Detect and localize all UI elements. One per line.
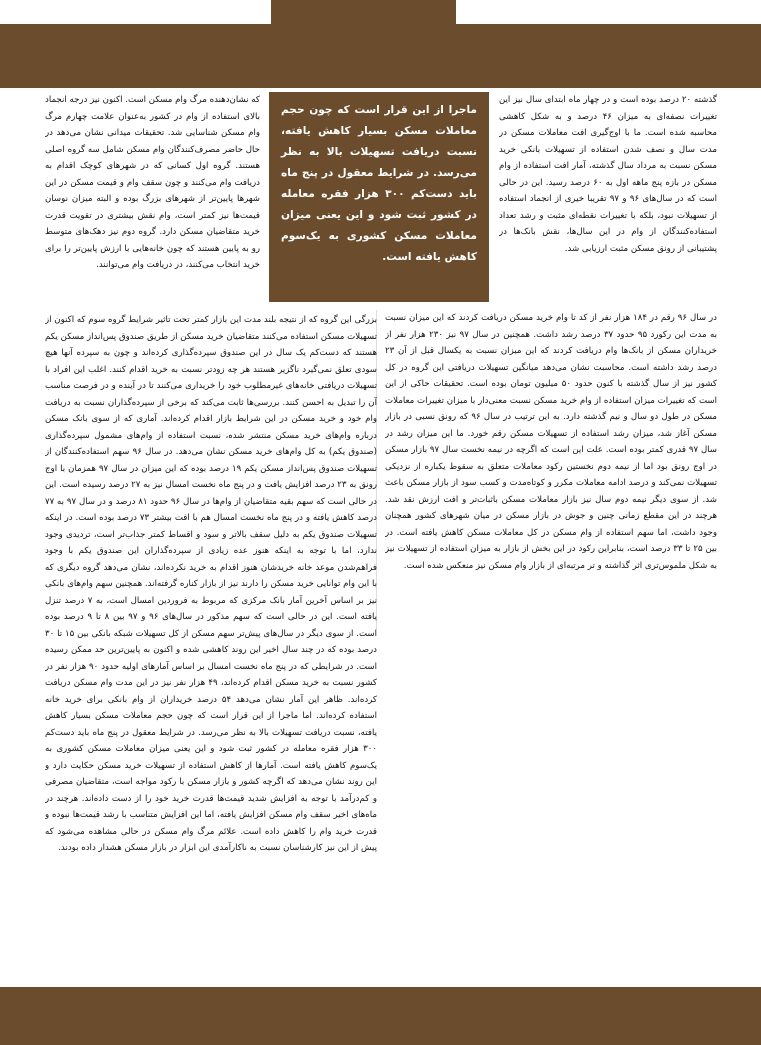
paragraph: گذشته ۲۰ درصد بوده است و در چهار ماه ابتدای سال نیز این تغییرات نصفه‌ای به میزان ۴۶ درصد و به شکل کاهشی محاسبه شده است. ما با اوج‌گیری افت معاملات مسکن در مدت سال و نصف شدن استفاده از تسهیلات بانکی خرید مسکن نسبت به مرداد سال گذشته، آمار افت استفاده از وام مسکن در بازه پنج ماهه اول به ۶۰ درصد رسید. این در حالی است که در سال‌های ۹۶ و ۹۷ تقریبا خیری از انجماد استفاده از تسهیلات نبود، بلکه با تغییرات نقطه‌ای مثبت و رشد تعداد استفاده‌کنندگان از وام در این سال‌ها، نقش بانک‌ها در پشتیبانی از رونق مسکن مثبت ارزیابی شد.	[499, 95, 717, 254]
paragraph: بزرگی این گروه که از نتیجه بلند مدت این بازار کمتر تحت تاثیر شرایط گروه سوم که اکنون از تسهیلات مسکن استفاده می‌کنند متقاضیان خرید مسکن از طریق صندوق پس‌انداز مسکن یکم هستند که دست‌کم یک سال در این صندوق سپرده‌گذاری کرده‌اند و چون به سپرده آنها هیچ سودی تعلق نمی‌گیرد ناگزیر هستند هر چه زودتر نسبت به خرید اقدام کنند. اغلب این افراد با تسهیلات دریافتی خانه‌های غیرمطلوب خود را خریداری می‌کنند تا در آینده و در فرصت مناسب آن را تبدیل به احسن کنند. بررسی‌ها ثابت می‌کند که برخی از سپرده‌گذاران نسبت به دریافت وام خود و خرید مسکن در این شرایط بازار اقدام کرده‌اند. آماری که از سوی بانک مسکن درباره وام‌های خرید مسکن منتشر شده، نسبت استفاده از وام‌های مشمول سپرده‌گذاری (صندوق یکم) به کل وام‌های خرید مسکن نشان می‌دهد. در سال ۹۶ سهم استفاده‌کنندگان از تسهیلات صندوق پس‌انداز مسکن یکم ۱۹ درصد بوده که این میزان در سال ۹۷ همزمان با اوج رونق به ۲۳ درصد افزایش یافت و در پنج ماه نخست امسال نیز به ۲۷ درصد رسیده است. این در حالی است که سهم بقیه متقاضیان از وام‌ها در سال ۹۶ حدود ۸۱ درصد و در سال ۹۷ به ۷۷ درصد کاهش یافته و در پنج ماه نخست امسال هم با افت بیشتر ۷۳ درصد بوده است. در اینکه تسهیلات صندوق یکم به دلیل سقف بالاتر و سود و اقساط کمتر جذاب‌تر است، تردیدی وجود ندارد، اما با توجه به اینکه هنوز عده زیادی از سپرده‌گذاران این صندوق یکم با وجود فراهم‌شدن موعد خانه خریدشان هنوز اقدام به خرید نکرده‌اند، نشان می‌دهد گروه دیگری که با این وام توانایی خرید مسکن را دارند نیز از بازار کناره گرفته‌اند. همچنین سهم وام‌های بانکی نیز بر اساس آخرین آمار بانک مرکزی که مربوط به فروردین امسال است، به ۷ درصد تنزل یافته است. این در حالی است که سهم مذکور در سال‌های ۹۶ و ۹۷ بین ۸ تا ۹ درصد بوده است. از سوی دیگر در سال‌های پیش‌تر سهم مسکن از کل تسهیلات شبکه بانکی بین ۱۵ تا ۳۰ درصد بوده که در چند سال اخیر این روند کاهشی شده و اکنون به پایین‌ترین حد ممکن رسیده است. در شرایطی که در پنج ماه نخست امسال بر اساس آمارهای اولیه حدود ۹۰ هزار نفر در کشور نسبت به خرید مسکن اقدام کرده‌اند، ۴۹ هزار نفر نیز در این مدت وام مسکن دریافت کرده‌اند. ظاهر این آمار نشان می‌دهد ۵۴ درصد خریداران از وام بانکی برای خرید خانه استفاده کرده‌اند. اما ماجرا از این قرار است که چون حجم معاملات مسکن بسیار کاهش یافته، نسبت دریافت تسهیلات بالا به نظر می‌رسد. در شرایط معقول در پنج ماه باید دست‌کم ۳۰۰ هزار فقره معامله در کشور ثبت شود و این یعنی میزان معاملات مسکن کشوری به یک‌سوم کاهش یافته است. آمارها از کاهش استفاده از تسهیلات خرید مسکن حکایت دارد و این روند نشان می‌دهد که اگرچه کشور و بازار مسکن با رکود مواجه است، متقاضیان مصرفی و کم‌درآمد با توجه به افزایش شدید قیمت‌ها قدرت خرید خود را از دست داده‌اند. هرچند در ماه‌های اخیر سقف وام مسکن افزایش یافته، اما این افزایش متناسب با رشد قیمت‌ها نبوده و قدرت خرید وام را کاهش داده است. علائم مرگ وام مسکن در حالی مشاهده می‌شود که پیش از این نیز کارشناسان نسبت به ناکارآمدی این ابزار در بازار مسکن هشدار داده بودند.	[45, 315, 377, 853]
column-right-body	[385, 310, 717, 631]
paragraph: که نشان‌دهنده مرگ وام مسکن است. اکنون نیز درجه انجماد بالای استفاده از وام در کشور به‌عنوان علامت چهارم مرگ وام مسکن شناسایی شد. تحقیقات میدانی نشان می‌دهد در حال حاضر مصرف‌کنندگان وام مسکن شامل سه گروه اصلی هستند. گروه اول کسانی که در شهرهای کوچک اقدام به دریافت وام می‌کنند و چون سقف وام و قیمت مسکن در این شهرها پایین‌تر از شهرهای بزرگ بوده و البته میزان نوسان قیمت‌ها نیز کمتر است، وام نقش بیشتری در تقویت قدرت خرید متقاضیان مسکن دارد. گروه دوم نیز دهک‌های متوسط رو به پایین هستند که چون خانه‌هایی با ارزش پایین‌تر را برای خرید انتخاب می‌کنند، در دریافت وام می‌توانند.	[45, 95, 260, 270]
column-left-body	[45, 312, 377, 978]
paragraph: در سال ۹۶ رقم در ۱۸۴ هزار نفر از کد تا وام خرید مسکن دریافت کردند که این میزان نسبت به مدت این رکورد ۹۵ حدود ۳۷ درصد رشد داشت. همچنین در سال ۹۷ نیز ۲۳۰ هزار نفر از خریداران مسکن از بانک‌ها وام دریافت کردند که این میزان نسبت به یکسال قبل از آن ۲۳ درصد رشد داشته است. محاسبت نشان می‌دهد میانگین تسهیلات دریافتی این گروه در کل کشور نیز از سال گذشته با کنون حدود ۵۰ میلیون تومان بوده است. تحقیقات حاکی از این است که تغییرات میزان استفاده از وام خرید مسکن نسبت معنی‌دار با میزان تغییرات معاملات مسکن در طول دو سال و نیم گذشته دارد. به این ترتیب در سال ۹۶ که رونق نسبی در بازار مسکن آغاز شد، میزان رشد استفاده از تسهیلات مسکن رقم خورد. ما این میزان رشد در سال ۹۷ قدری کمتر بوده است. علت این است که اگرچه در نیمه نخست سال ۹۷ بازار مسکن در اوج رونق بود اما از نیمه دوم نخستین رکود معاملات متعلق به سقوط یکباره از نزدیکی تسهیلات نمی‌کند و درصد ادامه معاملات مکرر و کوتاه‌مدت و کسب سود از بازار مسکن باعث شد. از سوی دیگر نیمه دوم سال نیز بازار معاملات مسکن باثبات‌تر و افت ارزش نقد شد. هرچند در این مقطع زمانی چنین و جوش در بازار مسکن در میان شهرهای کشور همچنان وجود داشت، اما سهم استفاده از وام مسکن در کل معاملات مسکن کاهش یافته است. در بین ۲۵ تا ۳۳ درصد است، بنابراین رکود در این بخش از بازار به میزان استفاده از تسهیلات نیز به شکل ملموس‌تری اثر گذاشته و تر مرتبه‌ای از بازار وام مسکن نیز منعکس شده است.	[385, 313, 717, 571]
pull-quote	[269, 92, 489, 302]
pull-quote-text: ماجرا از این قرار است که چون حجم معاملات مسکن بسیار کاهش یافته، نسبت دریافت تسهیلات بالا به نظر می‌رسد. در شرایط معقول در پنج ماه باید دست‌کم ۳۰۰ هزار فقره معامله در کشور ثبت شود و این یعنی میزان معاملات مسکن کشوری به یک‌سوم کاهش یافته است.	[281, 104, 477, 263]
header-band	[0, 24, 761, 88]
article-body	[45, 92, 717, 978]
footer-band	[0, 987, 761, 1045]
column-right	[499, 92, 717, 308]
column-left	[45, 92, 260, 302]
